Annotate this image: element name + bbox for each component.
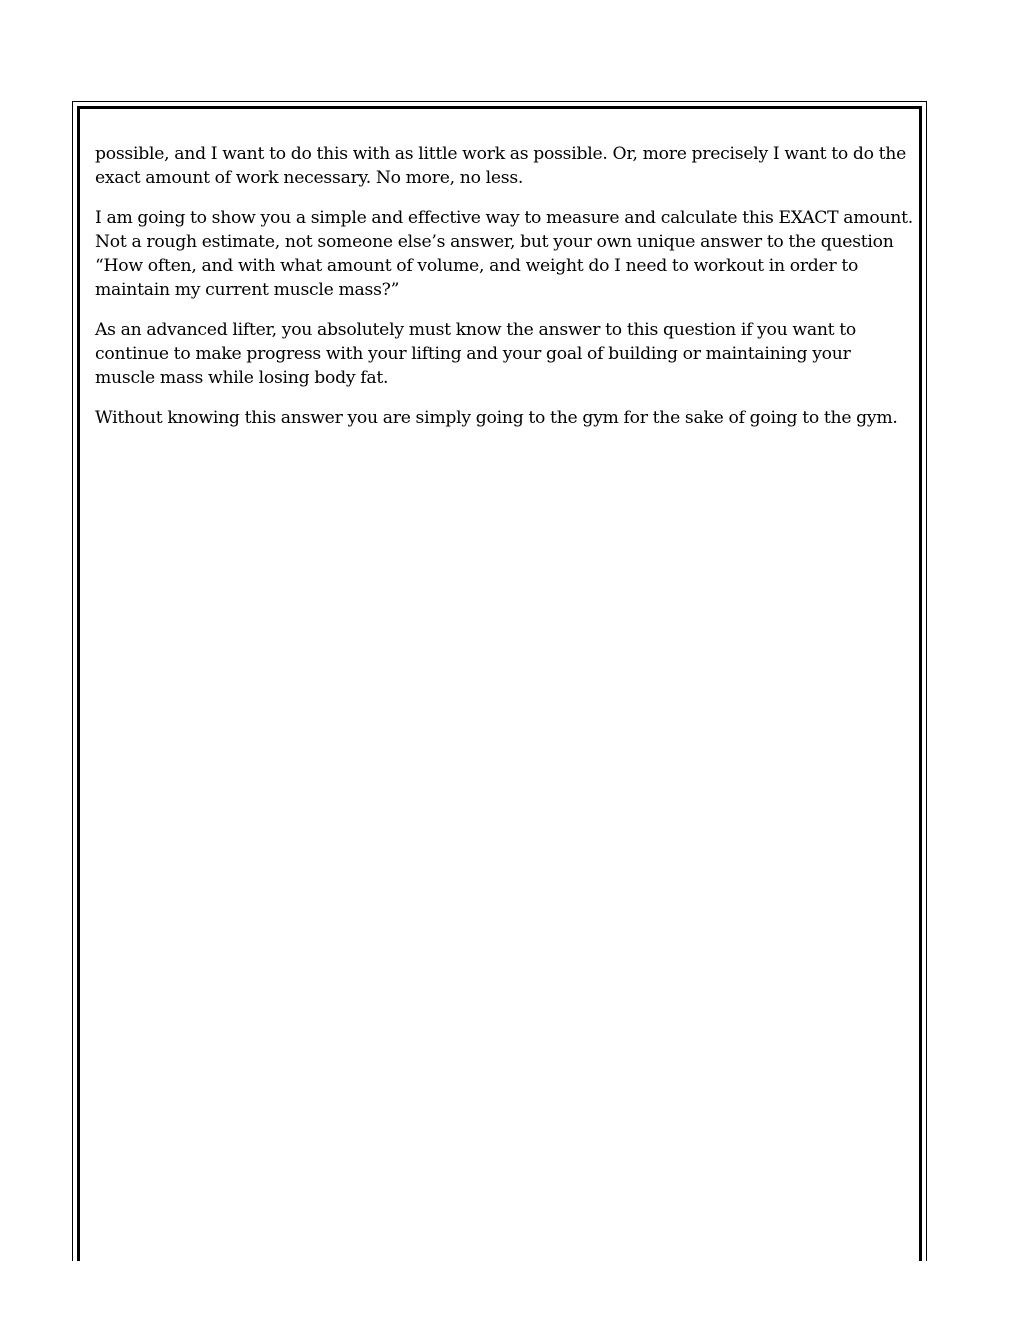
paragraph-2: I am going to show you a simple and effective way to measure and calculate this EXACT amount. Not a rough estimate, not someone else’s answer, but your own unique answer to the question “How often, and with what amount of volume, and weight do I need to workout in order to maintain my current muscle mass?” [95, 208, 913, 300]
paragraph-3: As an advanced lifter, you absolutely must know the answer to this question if you want to continue to make progress with your lifting and your goal of building or maintaining your muscle mass while losing body fat. [95, 320, 856, 388]
paragraph-4: Without knowing this answer you are simply going to the gym for the sake of going to the gym. [95, 408, 898, 428]
document-body [95, 142, 915, 446]
paragraph-1: possible, and I want to do this with as little work as possible. Or, more precisely I want to do the exact amount of work necessary. No more, no less. [95, 144, 907, 188]
